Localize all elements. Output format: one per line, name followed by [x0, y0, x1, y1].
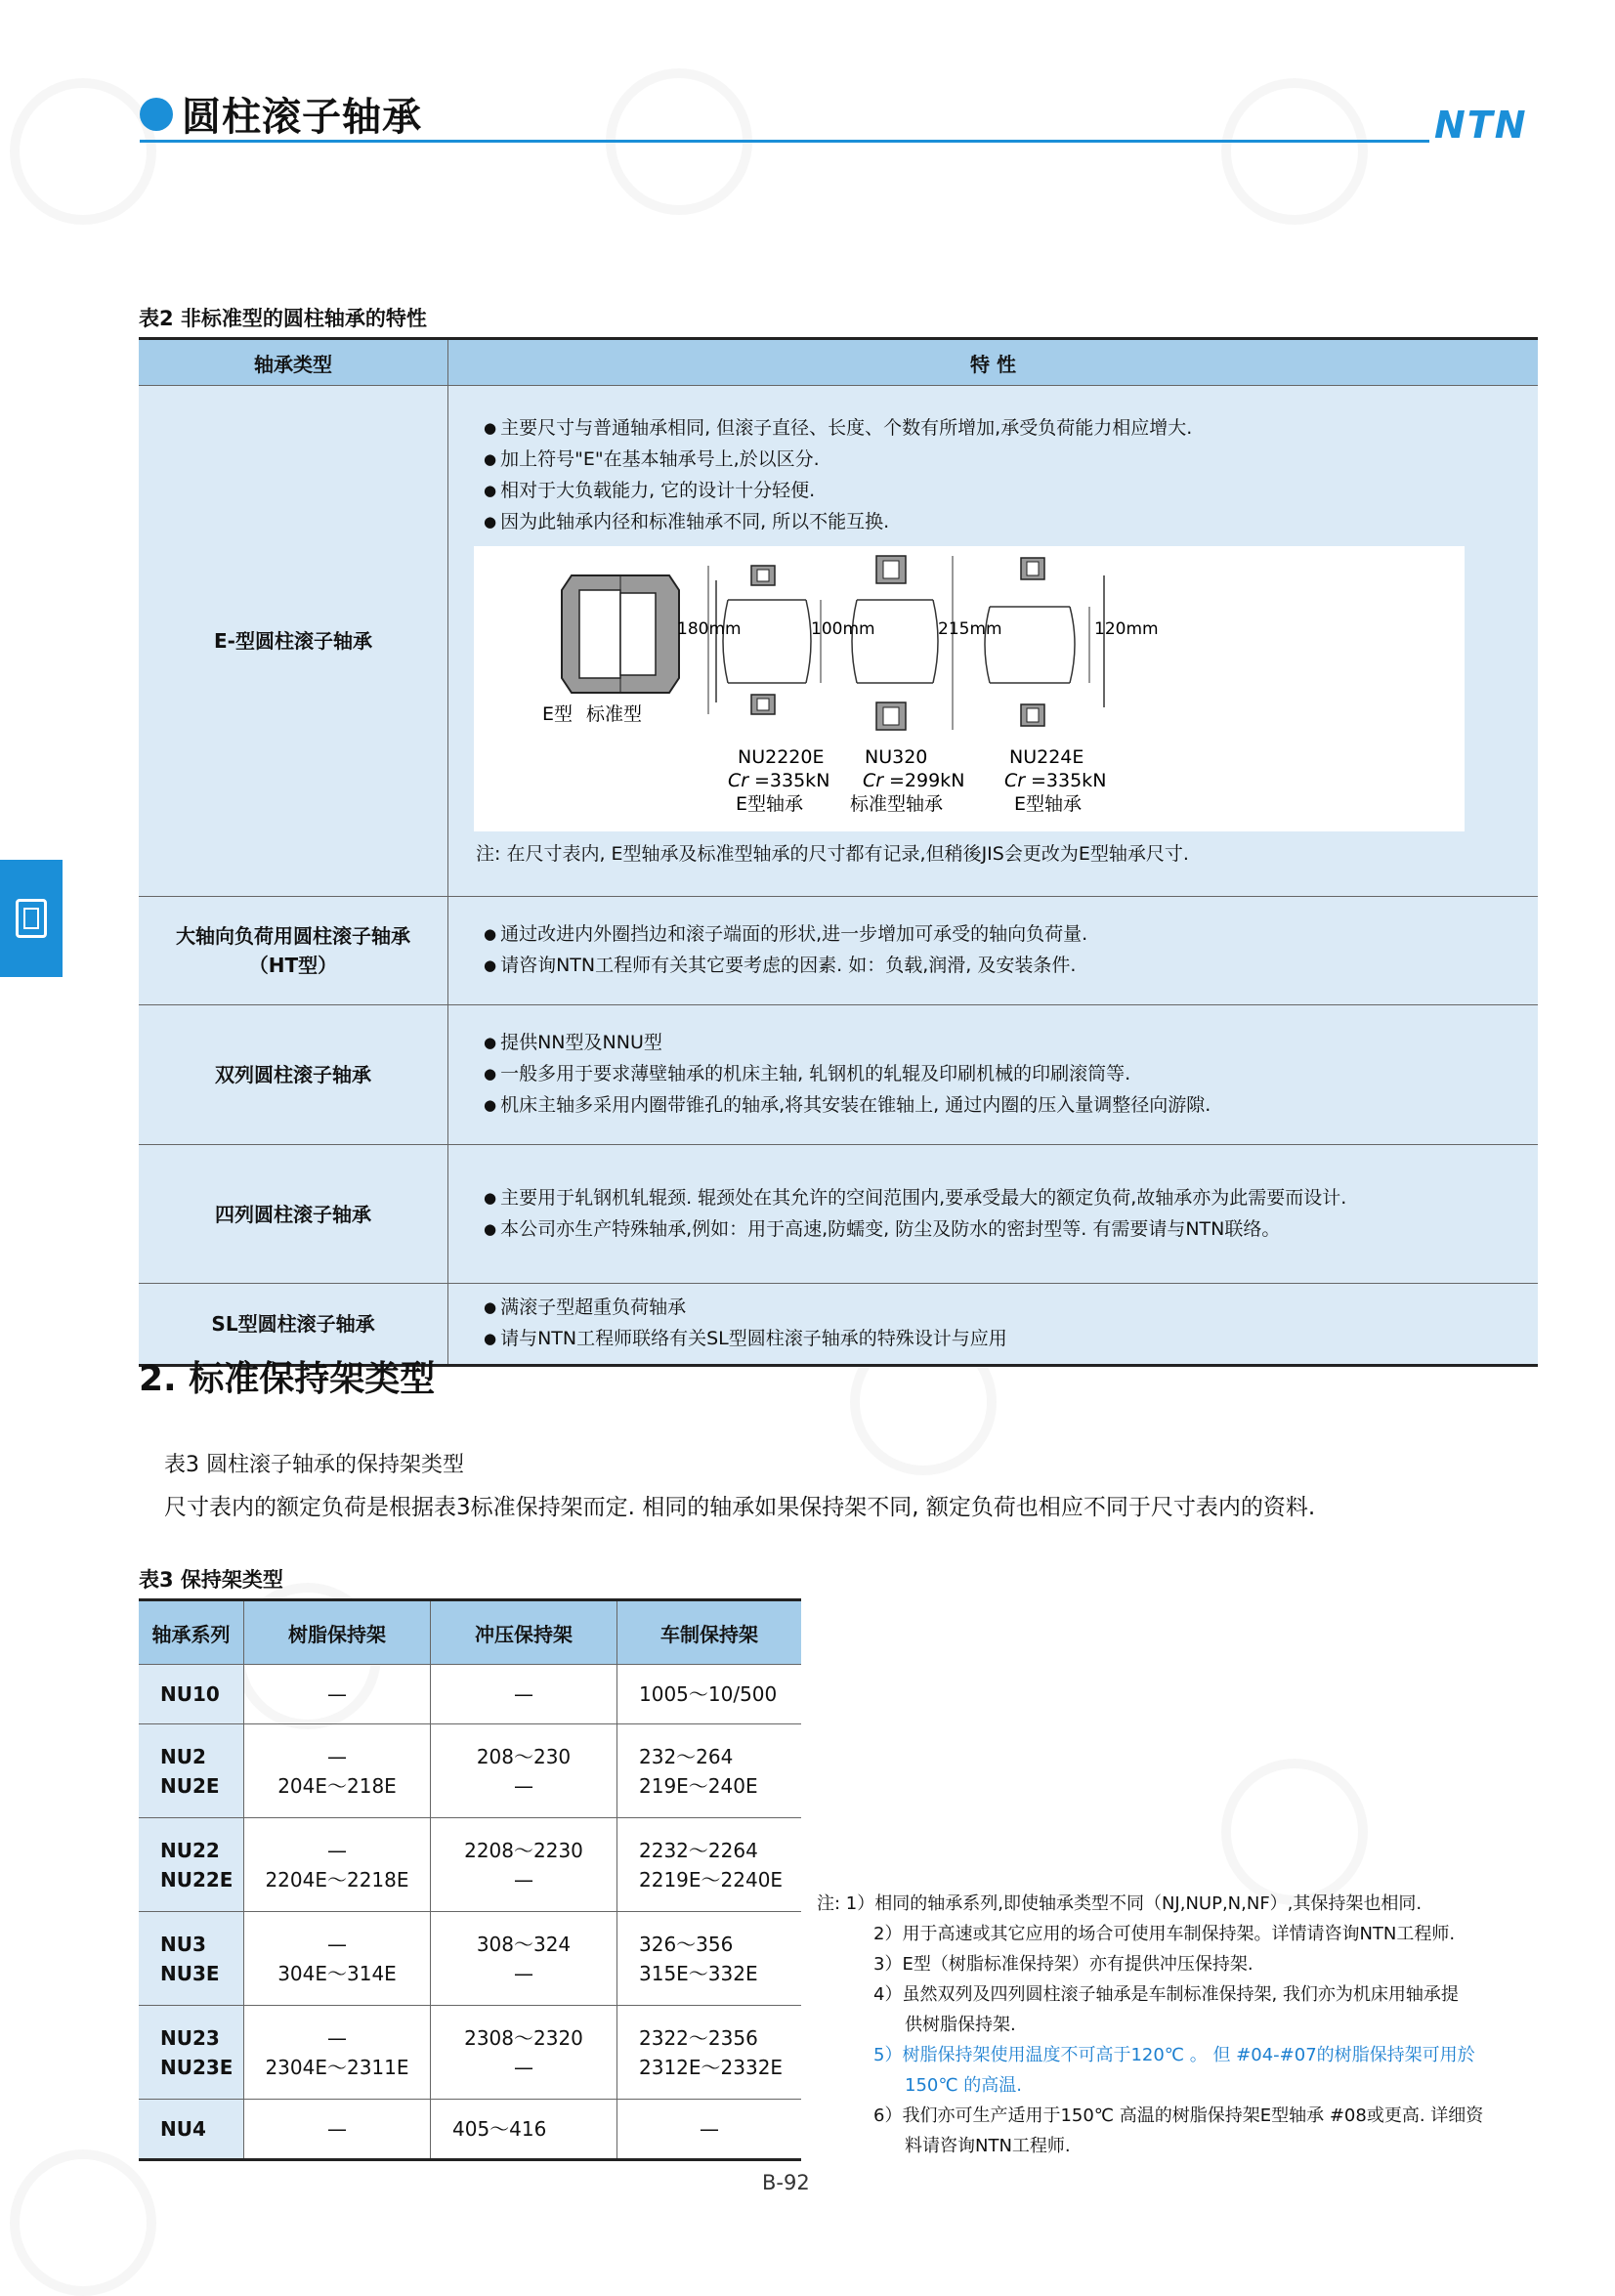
- table3-header-pressed: 冲压保持架: [431, 1600, 617, 1665]
- resin-cell: [244, 2100, 431, 2160]
- table3-header-resin: 树脂保持架: [244, 1600, 431, 1665]
- machined-cell: [617, 1912, 802, 2006]
- series-value: NU10: [160, 1682, 220, 1706]
- table3-header-machined: 车制保持架: [617, 1600, 802, 1665]
- label-standard-type: 标准型: [586, 703, 643, 725]
- machined-cell: [617, 2100, 802, 2160]
- bearing-kind: 标准型轴承: [850, 793, 944, 815]
- cell-value: —: [514, 1867, 533, 1892]
- machined-cell: [617, 1724, 802, 1818]
- series-value: NU3E: [160, 1961, 220, 1985]
- note-line: 料请咨询NTN工程师.: [905, 2136, 1071, 2156]
- cell-value: 405～416: [452, 2117, 547, 2141]
- series-value: NU22: [160, 1838, 220, 1862]
- header-rule: [140, 140, 1429, 143]
- dim-label: 180mm: [677, 619, 742, 639]
- cell-value: —: [514, 2055, 533, 2079]
- label-e-type: E型: [542, 703, 574, 725]
- figure-note: 注: 在尺寸表内, E型轴承及标准型轴承的尺寸都有记录,但稍後JIS会更改为E型轴承尺寸.: [476, 843, 1189, 865]
- notes-block: [817, 1889, 1540, 2161]
- feature-item: ● 提供NN型及NNU型: [484, 1028, 1518, 1059]
- cell-value: —: [327, 1682, 347, 1706]
- feature-item: ● 因为此轴承内径和标准轴承不同, 所以不能互换.: [484, 507, 1518, 538]
- resin-cell: [244, 1818, 431, 1912]
- e-type-comparison-figure: [474, 546, 1465, 831]
- bearing-kind: E型轴承: [736, 793, 804, 815]
- bearing-features: [448, 897, 1539, 1005]
- note-line: 注: 1）相同的轴承系列,即使轴承类型不同（NJ,NUP,N,NF）,其保持架也相同.: [817, 1893, 1423, 1914]
- cell-value: 308～324: [476, 1932, 572, 1956]
- cell-value: —: [327, 2117, 347, 2141]
- page-title: 圆柱滚子轴承: [182, 95, 422, 140]
- bearing-cr: =335kN: [754, 770, 830, 791]
- note-line: 4）虽然双列及四列圆柱滚子轴承是车制标准保持架, 我们亦为机床用轴承提: [873, 1984, 1459, 2005]
- table3: [139, 1598, 801, 2161]
- series-value: NU23: [160, 2025, 220, 2050]
- table3-row: [139, 1912, 801, 2006]
- note-line: 2）用于高速或其它应用的场合可使用车制保持架。详情请咨询NTN工程师.: [873, 1924, 1456, 1944]
- pressed-cell: [431, 1724, 617, 1818]
- resin-cell: [244, 1724, 431, 1818]
- cell-value: 315E～332E: [639, 1961, 758, 1985]
- bearing-features: [448, 1145, 1539, 1284]
- table3-row: [139, 2100, 801, 2160]
- cell-value: 326～356: [639, 1932, 734, 1956]
- cell-value: —: [700, 2117, 719, 2141]
- table3-row: [139, 1818, 801, 1912]
- cell-value: 2232～2264: [639, 1838, 758, 1862]
- series-cell: [139, 2100, 244, 2160]
- feature-item: ● 机床主轴多采用内圈带锥孔的轴承,将其安装在锥轴上, 通过内圈的压入量调整径向游隙.: [484, 1090, 1518, 1122]
- note-line: 供树脂保持架.: [905, 2015, 1016, 2035]
- bearing-model: NU320: [865, 746, 928, 768]
- feature-item: ● 请与NTN工程师联络有关SL型圆柱滚子轴承的特殊设计与应用: [484, 1324, 1518, 1355]
- cell-value: 2322～2356: [639, 2025, 758, 2050]
- cell-value: 204E～218E: [277, 1773, 397, 1798]
- series-cell: [139, 2006, 244, 2100]
- cr-symbol: Cr: [728, 770, 749, 791]
- table3-row: [139, 1724, 801, 1818]
- chapter-tab: [0, 860, 63, 977]
- bearing-features: [448, 1005, 1539, 1145]
- feature-item: ● 请咨询NTN工程师有关其它要考虑的因素. 如：负载,润滑, 及安装条件.: [484, 951, 1518, 982]
- pressed-cell: [431, 2006, 617, 2100]
- bearing-type-name: 四列圆柱滚子轴承: [139, 1145, 448, 1284]
- table2-row: [139, 1005, 1538, 1145]
- bearing-icon: [16, 899, 47, 938]
- table2-caption: 表2 非标准型的圆柱轴承的特性: [139, 307, 427, 330]
- bearing-type-name-line2: （HT型）: [248, 954, 338, 977]
- feature-item: ● 主要用于轧钢机轧辊颈. 辊颈处在其允许的空间范围内,要承受最大的额定负荷,故轴承亦为此需要而设计.: [484, 1183, 1518, 1214]
- table2-row: [139, 386, 1538, 897]
- bearing-diagram: [474, 546, 1465, 831]
- table3-header-row: [139, 1600, 801, 1665]
- cell-value: 1005～10/500: [639, 1682, 778, 1706]
- table2-row: [139, 897, 1538, 1005]
- series-value: NU2: [160, 1744, 206, 1768]
- pressed-cell: [431, 1912, 617, 2006]
- ntn-logo: NTN: [1434, 104, 1528, 147]
- cell-value: 2208～2230: [464, 1838, 583, 1862]
- resin-cell: [244, 1912, 431, 2006]
- bearing-features: [448, 386, 1539, 897]
- feature-item: ● 加上符号"E"在基本轴承号上,於以区分.: [484, 445, 1518, 476]
- watermark: [1221, 78, 1368, 225]
- section-caption: 表3 圆柱滚子轴承的保持架类型: [164, 1453, 464, 1477]
- cell-value: 2219E～2240E: [639, 1867, 784, 1892]
- watermark: [10, 2149, 156, 2296]
- bearing-features: [448, 1284, 1539, 1366]
- cr-symbol: Cr: [1004, 770, 1026, 791]
- cell-value: 2204E～2218E: [265, 1867, 409, 1892]
- feature-item: ● 一般多用于要求薄壁轴承的机床主轴, 轧钢机的轧辊及印刷机械的印刷滚筒等.: [484, 1059, 1518, 1090]
- pressed-cell: [431, 2100, 617, 2160]
- bearing-kind: E型轴承: [1014, 793, 1083, 815]
- series-value: NU23E: [160, 2055, 234, 2079]
- bearing-model: NU2220E: [738, 746, 825, 768]
- cell-value: 2312E～2332E: [639, 2055, 784, 2079]
- feature-item: ● 本公司亦生产特殊轴承,例如：用于高速,防蠕变, 防尘及防水的密封型等. 有需要请与NTN联络。: [484, 1214, 1518, 1246]
- cell-value: —: [514, 1773, 533, 1798]
- feature-item: ● 满滚子型超重负荷轴承: [484, 1293, 1518, 1324]
- bearing-model: NU224E: [1009, 746, 1084, 768]
- series-value: NU3: [160, 1932, 206, 1956]
- cr-symbol: Cr: [863, 770, 884, 791]
- series-value: NU2E: [160, 1773, 220, 1798]
- table2-header-row: [139, 339, 1538, 386]
- series-cell: [139, 1818, 244, 1912]
- series-value: NU4: [160, 2117, 206, 2141]
- watermark: [10, 78, 156, 225]
- cell-value: 219E～240E: [639, 1773, 758, 1798]
- machined-cell: [617, 2006, 802, 2100]
- series-value: NU22E: [160, 1867, 234, 1892]
- bearing-cr: =299kN: [889, 770, 965, 791]
- feature-item: ● 相对于大负载能力, 它的设计十分轻便.: [484, 476, 1518, 507]
- pressed-cell: [431, 1818, 617, 1912]
- machined-cell: [617, 1818, 802, 1912]
- section-heading: 2. 标准保持架类型: [139, 1359, 436, 1399]
- note-line: 3）E型（树脂标准保持架）亦有提供冲压保持架.: [873, 1954, 1254, 1975]
- cell-value: —: [514, 1682, 533, 1706]
- resin-cell: [244, 1665, 431, 1724]
- cell-value: 232～264: [639, 1744, 734, 1768]
- dim-label: 120mm: [1094, 619, 1159, 639]
- note-line-highlight: 150℃ 的高温.: [905, 2075, 1023, 2096]
- cell-value: —: [327, 1932, 347, 1956]
- bearing-type-name: 双列圆柱滚子轴承: [139, 1005, 448, 1145]
- series-cell: [139, 1665, 244, 1724]
- section-description: 尺寸表内的额定负荷是根据表3标准保持架而定. 相同的轴承如果保持架不同, 额定负荷也相应不同于尺寸表内的资料.: [164, 1495, 1316, 1520]
- dim-label: 215mm: [938, 619, 1002, 639]
- table2: [139, 337, 1538, 1367]
- pressed-cell: [431, 1665, 617, 1724]
- series-cell: [139, 1912, 244, 2006]
- cell-value: 2304E～2311E: [265, 2055, 409, 2079]
- title-bullet-icon: [140, 98, 173, 131]
- bearing-type-name-line1: 大轴向负荷用圆柱滚子轴承: [176, 924, 410, 948]
- table2-header-type: 轴承类型: [139, 339, 448, 386]
- cell-value: —: [327, 1744, 347, 1768]
- table3-row: [139, 2006, 801, 2100]
- feature-item: ● 主要尺寸与普通轴承相同, 但滚子直径、长度、个数有所增加,承受负荷能力相应增大.: [484, 413, 1518, 445]
- dim-label: 100mm: [811, 619, 875, 639]
- cell-value: 2308～2320: [464, 2025, 583, 2050]
- table2-header-features: 特 性: [448, 339, 1539, 386]
- cell-value: 304E～314E: [277, 1961, 397, 1985]
- cell-value: —: [327, 1838, 347, 1862]
- bearing-cr: =335kN: [1031, 770, 1107, 791]
- series-cell: [139, 1724, 244, 1818]
- note-line: 6）我们亦可生产适用于150℃ 高温的树脂保持架E型轴承 #08或更高. 详细资: [873, 2105, 1484, 2126]
- bearing-type-name: SL型圆柱滚子轴承: [139, 1284, 448, 1366]
- bearing-type-name: [139, 897, 448, 1005]
- resin-cell: [244, 2006, 431, 2100]
- note-line-highlight: 5）树脂保持架使用温度不可高于120℃ 。 但 #04-#07的树脂保持架可用於: [873, 2045, 1475, 2065]
- table3-caption: 表3 保持架类型: [139, 1568, 283, 1592]
- cell-value: —: [327, 2025, 347, 2050]
- feature-item: ● 通过改进内外圈挡边和滚子端面的形状,进一步增加可承受的轴向负荷量.: [484, 919, 1518, 951]
- machined-cell: [617, 1665, 802, 1724]
- page-number: B-92: [762, 2171, 810, 2194]
- table2-row: [139, 1145, 1538, 1284]
- bearing-type-name: E-型圆柱滚子轴承: [139, 386, 448, 897]
- cell-value: 208～230: [476, 1744, 572, 1768]
- watermark: [1221, 1759, 1368, 1905]
- table3-row: [139, 1665, 801, 1724]
- cell-value: —: [514, 1961, 533, 1985]
- table3-header-series: 轴承系列: [139, 1600, 244, 1665]
